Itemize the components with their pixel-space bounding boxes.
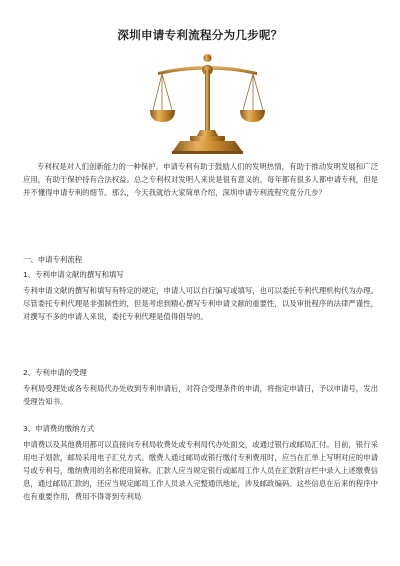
intro-paragraph: 专利权是对人们创新能力的一种保护。申请专利有助于鼓励人们的发明热情，有助于推动发明发展和广泛应用，有助于保护持有合法权益。总之专利权对发明人来说是很有意义的。每年都有很多人都申请专利，但是并不懂得申请专利的细节。那么，今天我就给大家简单介绍，深圳申请专利流程究竟分几步？ bbox=[23, 162, 378, 197]
step-heading: 1、专利申请文献的撰写和填写 bbox=[23, 270, 124, 279]
section-heading: 一、申请专利流程 bbox=[23, 255, 83, 264]
article-body bbox=[23, 160, 378, 558]
step-heading: 2、专利申请的受理 bbox=[23, 368, 87, 377]
page-title: 深圳申请专利流程分为几步呢？ bbox=[117, 28, 283, 42]
scales-of-justice-image bbox=[150, 50, 265, 155]
step-body: 专利申请文献的撰写和填写有特定的规定，申请人可以自行编写或填写，也可以委托专利代理机构代为办理。尽管委托专利代理是非强制性的，但是考虑到精心撰写专利申请文献的重要性，以及审批程序的法律严谨性，对撰写不多的申请人来说，委托专利代理是值得倡导的。 bbox=[23, 286, 378, 321]
step-body: 专利局受理处或各专利局代办处收到专利申请后，对符合受理条件的申请，将指定申请日，予以申请号，发出受理告知书。 bbox=[23, 384, 378, 406]
step-heading: 3、申请费的缴纳方式 bbox=[23, 424, 95, 433]
step-body: 申请费以及其他费用都可以直接向专利局收费处或专利局代办处面交，或通过银行或邮局汇付。目前，银行采用电子划款，邮局采用电子汇兑方式。缴费人通过邮局或银行缴付专利费用时，应当在汇单上写明对应的申请号或专利号，缴纳费用的名称使用简称。汇款人应当规定银行或邮局工作人员在汇款附言栏中录入上述缴费信息，通过邮局汇款的，还应当规定邮局工作人员录入完整通讯地址，涉及邮政编码。这些信息在后来的程序中也有重要作用，费用不得寄到专利局 bbox=[23, 440, 378, 501]
